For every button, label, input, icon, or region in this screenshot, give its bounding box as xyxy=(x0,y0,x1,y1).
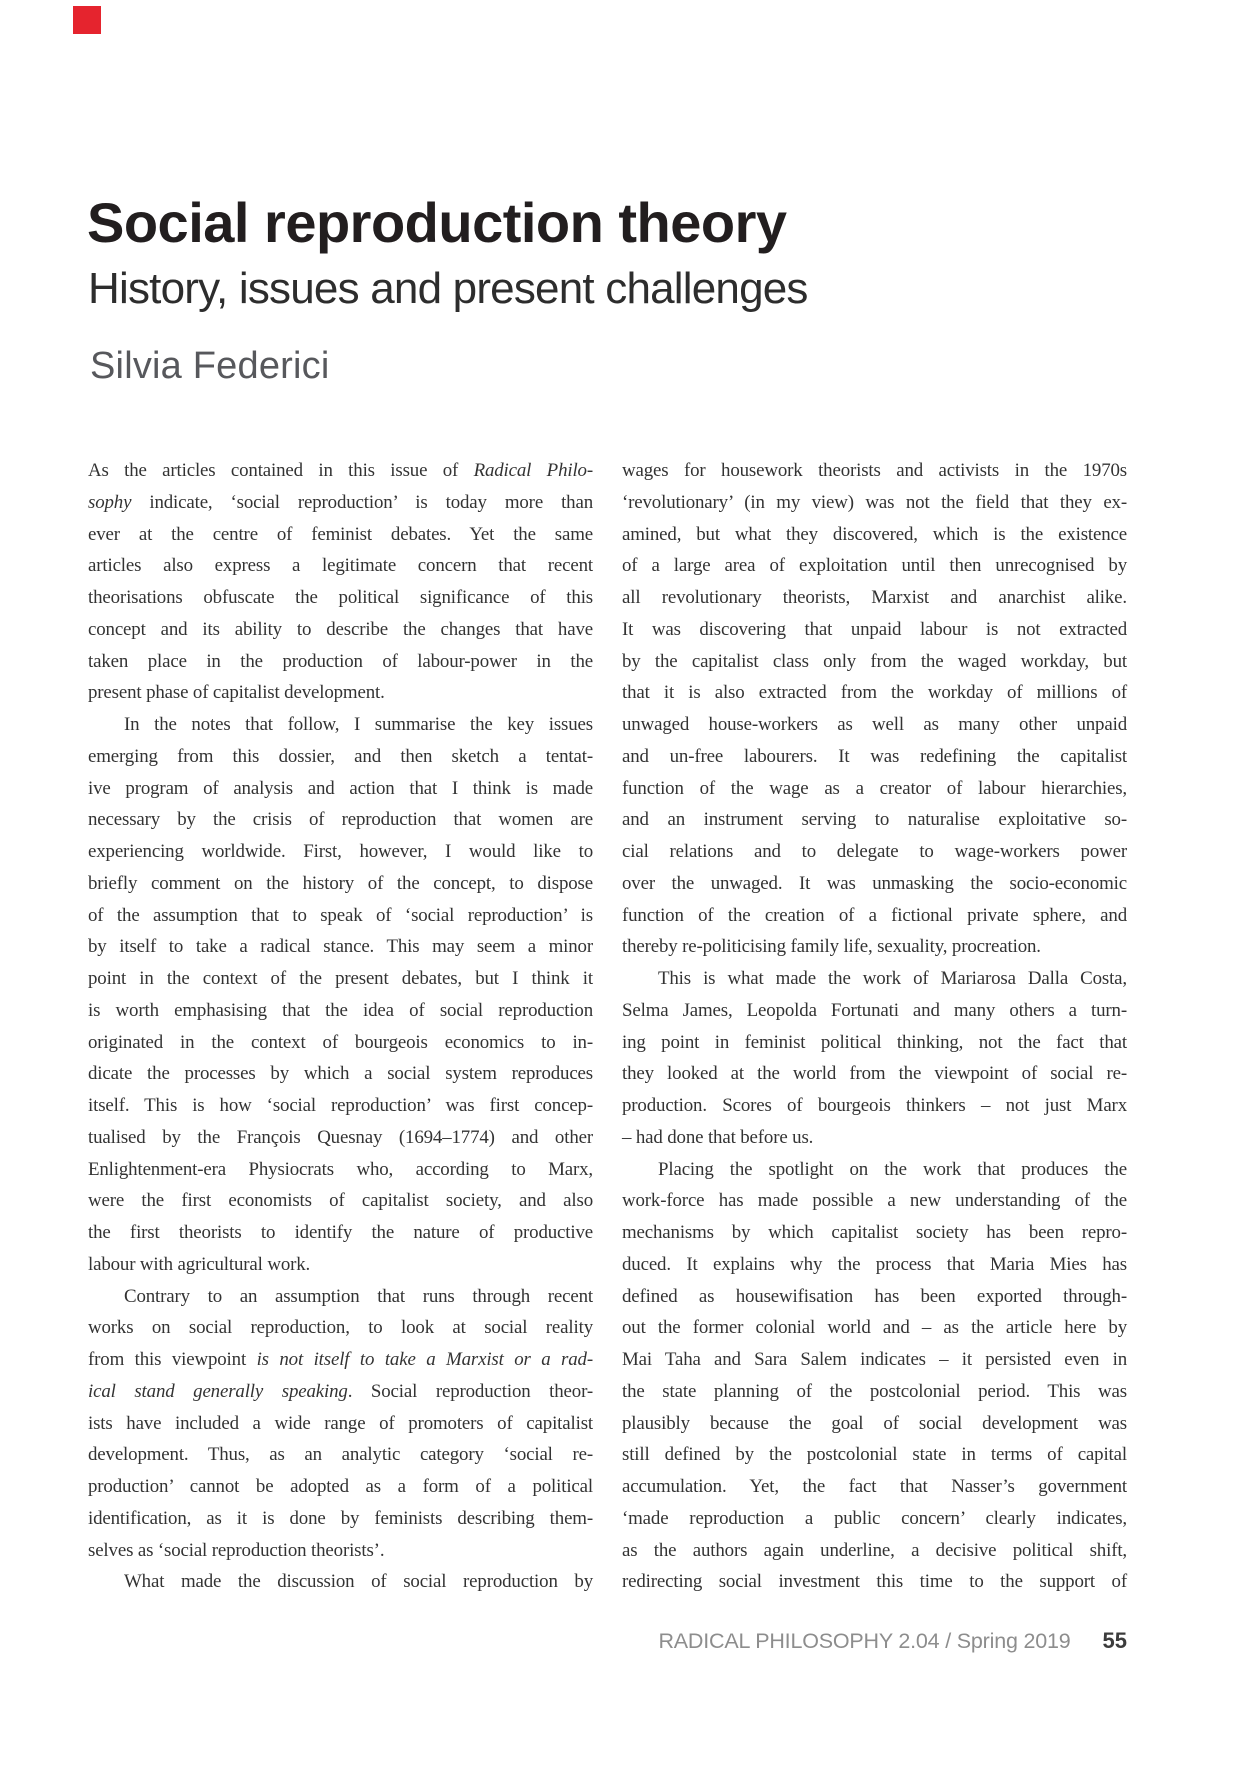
text-line: by the capitalist class only from the waged workday, but xyxy=(622,650,1127,672)
text-line: ists have included a wide range of promoters of capitalist xyxy=(88,1412,593,1434)
text-line: tualised by the François Quesnay (1694–1774) and other xyxy=(88,1126,593,1148)
text-line: amined, but what they discovered, which is the existence xyxy=(622,523,1127,545)
text-line: and an instrument serving to naturalise exploitative so- xyxy=(622,809,1127,831)
text-line: Selma James, Leopolda Fortunati and many others a turn- xyxy=(622,999,1127,1021)
text-line: duced. It explains why the process that Maria Mies has xyxy=(622,1253,1127,1275)
text-line: they looked at the world from the viewpoint of social re- xyxy=(622,1063,1127,1085)
text-line: experiencing worldwide. First, however, I would like to xyxy=(88,841,593,862)
page-number: 55 xyxy=(1102,1628,1127,1653)
text-line: were the first economists of capitalist society, and also xyxy=(88,1190,593,1212)
text-line: ive program of analysis and action that I think is made xyxy=(88,777,593,799)
text-line: It was discovering that unpaid labour is not extracted xyxy=(622,618,1127,640)
text-line: of a large area of exploitation until then unrecognised by xyxy=(622,555,1127,577)
article-author: Silvia Federici xyxy=(90,345,330,387)
text-line: function of the wage as a creator of labour hierarchies, xyxy=(622,777,1127,799)
text-line: as the authors again underline, a decisive political shift, xyxy=(622,1539,1127,1561)
text-line: taken place in the production of labour-power in the xyxy=(88,650,593,672)
text-line: articles also express a legitimate concern that recent xyxy=(88,555,593,577)
text-line: briefly comment on the history of the concept, to dispose xyxy=(88,872,593,894)
text-line: cial relations and to delegate to wage-workers power xyxy=(622,841,1127,862)
text-line: ‘revolutionary’ (in my view) was not the field that they ex- xyxy=(622,491,1127,513)
text-line: development. Thus, as an analytic category ‘social re- xyxy=(88,1444,593,1466)
text-line: ‘made reproduction a public concern’ clearly indicates, xyxy=(622,1507,1127,1529)
text-line: still defined by the postcolonial state in terms of capital xyxy=(622,1444,1127,1466)
text-line: the state planning of the postcolonial period. This was xyxy=(622,1380,1127,1402)
text-line: – had done that before us. xyxy=(622,1126,814,1148)
issue-red-tab xyxy=(73,6,101,34)
text-line: mechanisms by which capitalist society has been repro- xyxy=(622,1222,1127,1243)
text-line: accumulation. Yet, the fact that Nasser’s government xyxy=(622,1476,1127,1497)
text-line: labour with agricultural work. xyxy=(88,1253,311,1275)
page-footer xyxy=(658,1628,1127,1654)
text-line: ical stand generally speaking. Social reproduction theor- xyxy=(88,1380,593,1402)
text-line: and un-free labourers. It was redefining the capitalist xyxy=(622,745,1127,767)
text-line: As the articles contained in this issue of Radical Philo- xyxy=(88,460,593,481)
text-line: selves as ‘social reproduction theorists’. xyxy=(88,1539,385,1561)
text-line: all revolutionary theorists, Marxist and anarchist alike. xyxy=(622,587,1127,608)
text-line: dicate the processes by which a social system reproduces xyxy=(88,1063,593,1085)
text-line: sophy indicate, ‘social reproduction’ is today more than xyxy=(88,491,593,513)
text-line: that it is also extracted from the workday of millions of xyxy=(622,682,1127,704)
text-line: work-force has made possible a new understanding of the xyxy=(622,1190,1127,1212)
text-line: This is what made the work of Mariarosa Dalla Costa, xyxy=(658,968,1127,989)
text-line: production’ cannot be adopted as a form of a political xyxy=(88,1476,593,1497)
text-line: function of the creation of a fictional private sphere, and xyxy=(622,904,1127,926)
text-line: theorisations obfuscate the political significance of this xyxy=(88,587,593,608)
text-line: Contrary to an assumption that runs through recent xyxy=(124,1285,593,1307)
text-line: Enlightenment-era Physiocrats who, according to Marx, xyxy=(88,1158,593,1180)
text-line: plausibly because the goal of social development was xyxy=(622,1412,1127,1434)
text-line: over the unwaged. It was unmasking the socio-economic xyxy=(622,872,1127,894)
text-line: is worth emphasising that the idea of social reproduction xyxy=(88,999,593,1021)
article-subtitle: History, issues and present challenges xyxy=(88,264,808,313)
text-line: of the assumption that to speak of ‘social reproduction’ is xyxy=(88,904,593,926)
text-line: out the former colonial world and – as the article here by xyxy=(622,1317,1127,1339)
text-line: In the notes that follow, I summarise the key issues xyxy=(124,714,593,735)
article-title: Social reproduction theory xyxy=(87,191,787,254)
text-column-right xyxy=(622,455,1127,1598)
text-line: works on social reproduction, to look at social reality xyxy=(88,1317,593,1339)
text-line: Placing the spotlight on the work that produces the xyxy=(658,1158,1127,1180)
text-line: originated in the context of bourgeois economics to in- xyxy=(88,1031,593,1053)
text-line: thereby re-politicising family life, sexuality, procreation. xyxy=(622,936,1041,958)
text-line: ing point in feminist political thinking, not the fact that xyxy=(622,1031,1127,1053)
text-line: itself. This is how ‘social reproduction’ was first concep- xyxy=(88,1095,593,1116)
text-line: wages for housework theorists and activists in the 1970s xyxy=(622,460,1127,481)
text-line: redirecting social investment this time to the support of xyxy=(622,1571,1127,1593)
text-line: unwaged house-workers as well as many other unpaid xyxy=(622,714,1127,735)
text-line: from this viewpoint is not itself to take a Marxist or a rad- xyxy=(88,1349,593,1370)
journal-issue-label: RADICAL PHILOSOPHY 2.04 / Spring 2019 xyxy=(658,1629,1071,1653)
text-line: by itself to take a radical stance. This may seem a minor xyxy=(88,936,593,958)
text-line: production. Scores of bourgeois thinkers – not just Marx xyxy=(622,1095,1127,1116)
text-column-left xyxy=(88,455,593,1598)
text-line: the first theorists to identify the nature of productive xyxy=(88,1222,593,1243)
text-line: point in the context of the present debates, but I think it xyxy=(88,968,593,989)
text-line: Mai Taha and Sara Salem indicates – it persisted even in xyxy=(622,1349,1127,1370)
text-line: necessary by the crisis of reproduction that women are xyxy=(88,809,593,831)
text-line: present phase of capitalist development. xyxy=(88,682,385,704)
text-line: ever at the centre of feminist debates. Yet the same xyxy=(88,523,593,545)
text-line: What made the discussion of social reproduction by xyxy=(124,1571,593,1593)
text-line: concept and its ability to describe the changes that have xyxy=(88,618,593,640)
text-line: emerging from this dossier, and then sketch a tentat- xyxy=(88,745,593,767)
text-line: defined as housewifisation has been exported through- xyxy=(622,1285,1127,1307)
text-line: identification, as it is done by feminists describing them- xyxy=(88,1507,593,1529)
